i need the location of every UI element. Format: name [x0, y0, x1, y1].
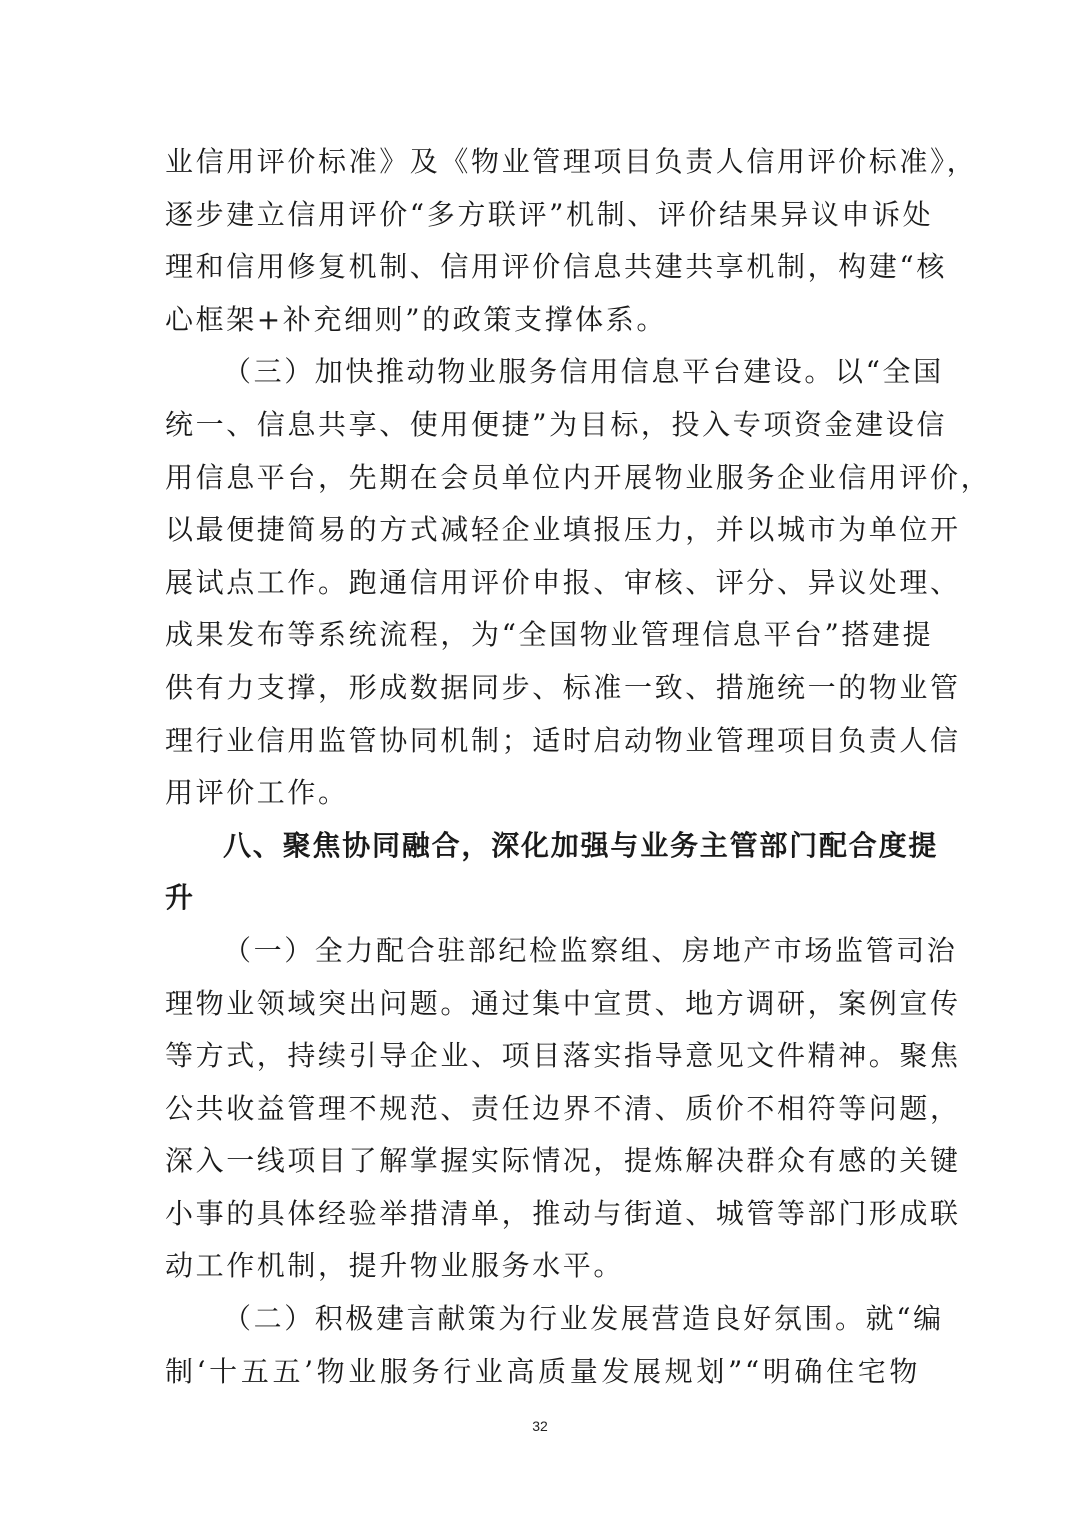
paragraph-line: 理物业领域突出问题。通过集中宣贯、地方调研，案例宣传 — [165, 986, 961, 1020]
paragraph-line: 用信息平台，先期在会员单位内开展物业服务企业信用评价， — [165, 460, 992, 494]
paragraph-line: 小事的具体经验举措清单，推动与街道、城管等部门形成联 — [165, 1196, 961, 1230]
paragraph-line: 逐步建立信用评价“多方联评”机制、评价结果异议申诉处 — [165, 197, 934, 231]
paragraph-line: 供有力支撑，形成数据同步、标准一致、措施统一的物业管 — [165, 670, 961, 704]
paragraph-line: 心框架+补充细则”的政策支撑体系。 — [165, 302, 667, 336]
paragraph-line: 制‘十五五’物业服务行业高质量发展规划”“明确住宅物 — [165, 1354, 920, 1388]
paragraph-line: 业信用评价标准》及《物业管理项目负责人信用评价标准》， — [165, 145, 978, 178]
paragraph-line: 理行业信用监管协同机制；适时启动物业管理项目负责人信 — [165, 723, 961, 757]
paragraph-line: 等方式，持续引导企业、项目落实指导意见文件精神。聚焦 — [165, 1039, 961, 1073]
paragraph-line: （二）积极建言献策为行业发展营造良好氛围。就“编 — [223, 1302, 944, 1336]
section-heading-line: 八、聚焦协同融合，深化加强与业务主管部门配合度提 — [223, 828, 939, 862]
paragraph-line: 理和信用修复机制、信用评价信息共建共享机制，构建“核 — [165, 250, 947, 284]
paragraph-line: （三）加快推动物业服务信用信息平台建设。以“全国 — [223, 355, 944, 389]
paragraph-line: 展试点工作。跑通信用评价申报、审核、评分、异议处理、 — [165, 565, 961, 599]
section-heading-line: 升 — [165, 881, 195, 915]
page-number: 32 — [532, 1418, 548, 1434]
paragraph-line: 公共收益管理不规范、责任边界不清、质价不相符等问题， — [165, 1091, 961, 1125]
paragraph-line: 动工作机制，提升物业服务水平。 — [165, 1249, 625, 1283]
paragraph-line: 成果发布等系统流程，为“全国物业管理信息平台”搭建提 — [165, 618, 934, 652]
paragraph-line: 以最便捷简易的方式减轻企业填报压力，并以城市为单位开 — [165, 513, 961, 547]
body-text — [165, 136, 992, 1398]
paragraph-line: 用评价工作。 — [165, 776, 349, 810]
paragraph-line: 统一、信息共享、使用便捷”为目标，投入专项资金建设信 — [165, 407, 947, 441]
paragraph-line: （一）全力配合驻部纪检监察组、房地产市场监管司治 — [223, 933, 958, 967]
paragraph-line: 深入一线项目了解掌握实际情况，提炼解决群众有感的关键 — [165, 1144, 961, 1178]
